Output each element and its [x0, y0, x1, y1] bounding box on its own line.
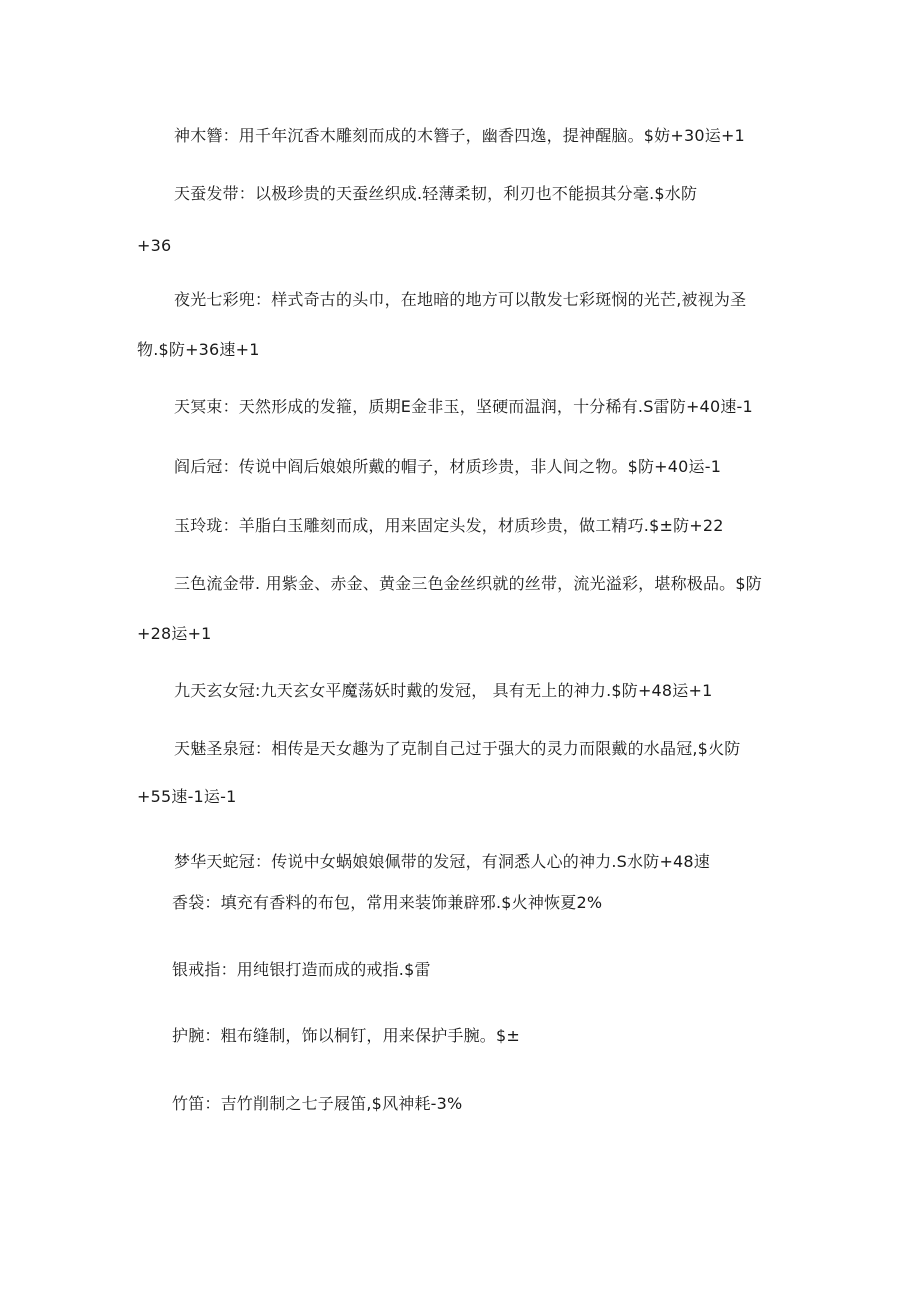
text-line-tianmei-shengquanguan-cont: +55速-1运-1 — [137, 787, 237, 806]
text-line-yulinglong: 玉玲珑：羊脂白玉雕刻而成，用来固定头发，材质珍贵，做工精巧.$±防+22 — [174, 516, 724, 535]
text-line-tiancan-fadai-cont: +36 — [137, 236, 172, 255]
text-line-yanhouguan: 阎后冠：传说中阎后娘娘所戴的帽子，材质珍贵，非人间之物。$防+40运-1 — [174, 457, 722, 476]
text-line-menghua-tiansheguan: 梦华天蛇冠：传说中女蜗娘娘佩带的发冠，有洞悉人心的神力.S水防+48速 — [174, 852, 711, 871]
text-line-yinjiezhi: 银戒指：用纯银打造而成的戒指.$雷 — [172, 960, 431, 979]
text-line-huwan: 护腕：粗布缝制，饰以桐钉，用来保护手腕。$± — [172, 1026, 520, 1045]
text-line-sanse-liujindai: 三色流金带. 用紫金、赤金、黄金三色金丝织就的丝带，流光溢彩，堪称极品。$防 — [174, 574, 762, 593]
text-line-yeguang-qicaidou: 夜光七彩兜：样式奇古的头巾，在地暗的地方可以散发七彩斑悯的光芒,被视为圣 — [174, 290, 747, 309]
text-line-xiangdai: 香袋：填充有香料的布包，常用来装饰兼辟邪.$火神恢夏2% — [172, 893, 603, 912]
text-line-tiancan-fadai: 天蚕发带：以极珍贵的天蚕丝织成.轻薄柔韧，利刃也不能损其分毫.$水防 — [174, 184, 698, 203]
text-line-yeguang-qicaidou-cont: 物.$防+36速+1 — [137, 340, 260, 359]
text-line-sanse-liujindai-cont: +28运+1 — [137, 624, 212, 643]
text-line-shenmuzan: 神木簪：用千年沉香木雕刻而成的木簪子，幽香四逸，提神醒脑。$妨+30运+1 — [174, 126, 745, 145]
text-line-jiutian-xuannuguan: 九天玄女冠:九天玄女平魔荡妖时戴的发冠， 具有无上的神力.$防+48运+1 — [174, 681, 713, 700]
text-line-zhudi: 竹笛：吉竹削制之七子屐笛,$风神耗-3% — [172, 1094, 463, 1113]
text-line-tianmei-shengquanguan: 天魅圣泉冠：相传是天女趣为了克制自己过于强大的灵力而限戴的水晶冠,$火防 — [174, 739, 741, 758]
text-line-tianmingshu: 天冥束：天然形成的发箍，质期E金非玉，坚硬而温润，十分稀有.S雷防+40速-1 — [174, 397, 753, 416]
